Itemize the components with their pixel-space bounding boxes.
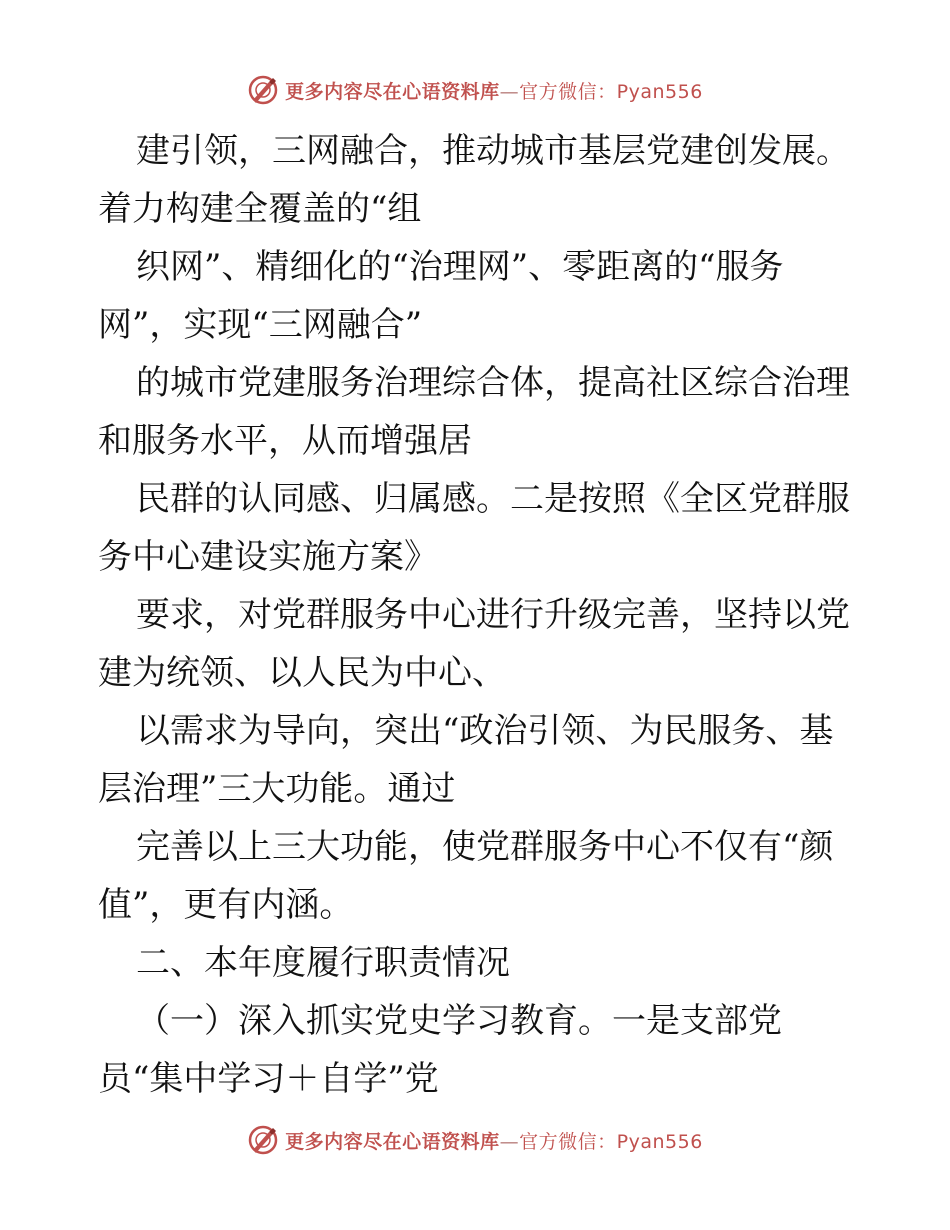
text-line: 以需求为导向，突出“政治引领、为民服务、基 bbox=[136, 711, 834, 751]
text-line: 建引领，三网融合，推动城市基层党建创发展。 bbox=[136, 131, 850, 171]
text-line: 织网”、精细化的“治理网”、零距离的“服务 bbox=[136, 247, 784, 287]
footer-banner bbox=[0, 1120, 950, 1160]
banner-sub-text: 官方微信：Pyan556 bbox=[519, 1130, 703, 1153]
text-line: 民群的认同感、归属感。二是按照《全区党群服 bbox=[136, 479, 850, 519]
header-banner bbox=[0, 70, 950, 110]
pen-logo-icon bbox=[247, 1124, 279, 1156]
text-line: 完善以上三大功能，使党群服务中心不仅有“颜 bbox=[136, 827, 834, 867]
banner-main-text: 更多内容尽在心语资料库 bbox=[285, 1130, 500, 1153]
banner-dash: — bbox=[499, 80, 520, 103]
text-line: 和服务水平，从而增强居 bbox=[98, 421, 472, 461]
text-line: 值”，更有内涵。 bbox=[98, 885, 354, 925]
text-line: 网”，实现“三网融合” bbox=[98, 305, 423, 345]
text-line: 要求，对党群服务中心进行升级完善，坚持以党 bbox=[136, 595, 850, 635]
text-line: 务中心建设实施方案》 bbox=[98, 537, 438, 577]
text-line: 员“集中学习＋自学”党 bbox=[98, 1059, 439, 1099]
text-line: 二、本年度履行职责情况 bbox=[136, 943, 510, 983]
text-line: 层治理”三大功能。通过 bbox=[98, 769, 456, 809]
pen-logo-icon bbox=[247, 74, 279, 106]
banner-sub-text: 官方微信：Pyan556 bbox=[519, 80, 703, 103]
document-body bbox=[98, 122, 858, 1108]
text-line: 着力构建全覆盖的“组 bbox=[98, 189, 422, 229]
banner-dash: — bbox=[499, 1130, 520, 1153]
banner-main-text: 更多内容尽在心语资料库 bbox=[285, 80, 500, 103]
text-line: 的城市党建服务治理综合体，提高社区综合治理 bbox=[136, 363, 850, 403]
text-line: （一）深入抓实党史学习教育。一是支部党 bbox=[136, 1001, 782, 1041]
text-line: 建为统领、以人民为中心、 bbox=[98, 653, 506, 693]
